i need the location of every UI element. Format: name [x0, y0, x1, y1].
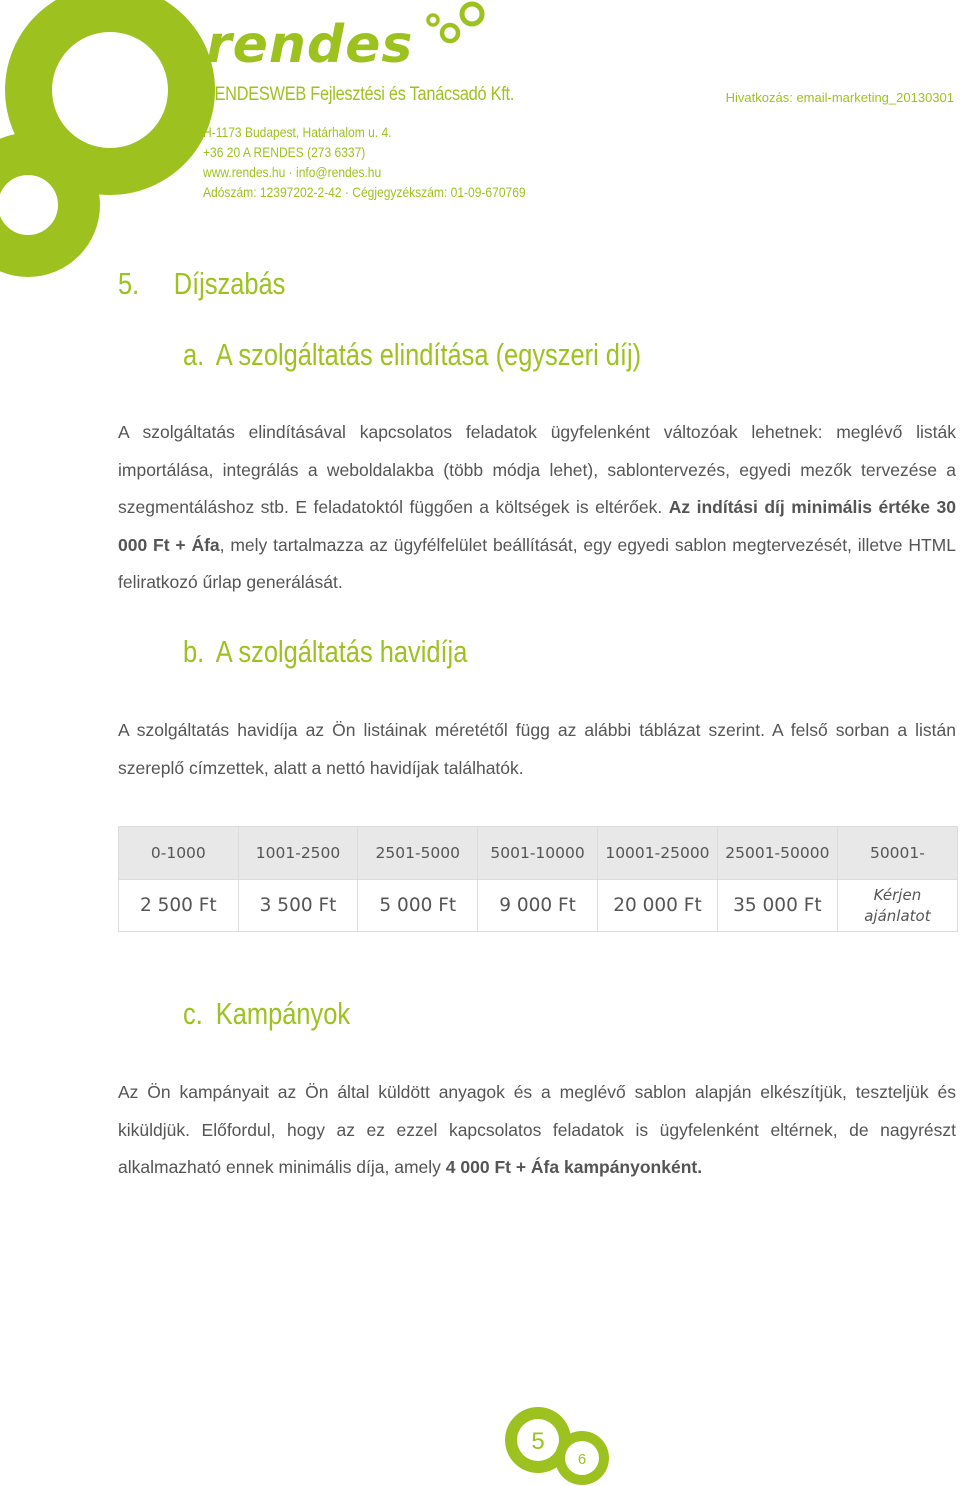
current-page-number: 5: [531, 1428, 545, 1455]
subsection-c-title: Kampányok: [215, 996, 351, 1031]
price-table-value-cell: 20 000 Ft: [597, 880, 717, 932]
subsection-c-letter: c.: [183, 996, 203, 1031]
price-table-value-cell: 35 000 Ft: [717, 880, 837, 932]
subsection-a-letter: a.: [183, 337, 205, 372]
price-table-value-row: [119, 880, 958, 932]
company-name: RENDESWEB Fejlesztési és Tanácsadó Kft.: [203, 84, 515, 105]
subsection-c-paragraph: [118, 1074, 956, 1187]
subsection-b-title: A szolgáltatás havidíja: [215, 634, 468, 669]
contact-address: H-1173 Budapest, Határhalom u. 4.: [203, 124, 392, 140]
price-table-value-cell: 9 000 Ft: [478, 880, 598, 932]
total-page-number: 6: [577, 1451, 587, 1468]
subsection-b-heading: [183, 634, 467, 670]
page-number-badge: [505, 1404, 615, 1486]
subsection-c-text-bold: 4 000 Ft + Áfa kampányonként.: [445, 1157, 703, 1177]
request-quote-line-1: Kérjen: [873, 885, 922, 904]
contact-block: [203, 122, 526, 202]
price-table-header-cell: 0-1000: [119, 827, 239, 880]
price-table-request-quote-cell: [837, 880, 957, 932]
price-table-value-cell: 5 000 Ft: [358, 880, 478, 932]
subsection-a-paragraph: [118, 414, 956, 602]
price-table-value-cell: 3 500 Ft: [238, 880, 358, 932]
price-table-value-cell: 2 500 Ft: [119, 880, 239, 932]
price-table-header-cell: 5001-10000: [478, 827, 598, 880]
section-number: 5.: [118, 266, 140, 301]
price-table-header-cell: 2501-5000: [358, 827, 478, 880]
rendes-logo: [200, 0, 500, 72]
subsection-a-text-2: , mely tartalmazza az ügyfélfelület beállítását, egy egyedi sablon megtervezését, illetve HTML feliratkozó űrlap generálását.: [118, 534, 956, 592]
subsection-a-heading: [183, 337, 641, 373]
subsection-c-heading: [183, 996, 350, 1032]
price-table-header-cell: 10001-25000: [597, 827, 717, 880]
price-table-header-cell: 25001-50000: [717, 827, 837, 880]
price-table-header-cell: 1001-2500: [238, 827, 358, 880]
subsection-b-letter: b.: [183, 634, 205, 669]
contact-web-email: www.rendes.hu · info@rendes.hu: [203, 164, 382, 180]
section-heading: [118, 266, 285, 302]
reference-code: Hivatkozás: email-marketing_20130301: [725, 90, 954, 105]
section-title: Díjszabás: [173, 266, 286, 301]
subsection-b-paragraph: A szolgáltatás havidíja az Ön listáinak méretétől függ az alábbi táblázat szerint. A felső sorban a listán szereplő címzettek, alatt a nettó havidíjak találhatók.: [118, 720, 956, 778]
request-quote-line-2: ajánlatot: [864, 906, 931, 925]
subsection-a-text-1: A szolgáltatás elindításával kapcsolatos feladatok ügyfelenként változóak lehetnek: meglévő listák importálása, integrálás a weboldalakba (több módja lehet), sablontervezés, egyedi mezők tervezése a szegmentáláshoz stb. E feladatoktól függően a költségek is eltérőek.: [118, 422, 956, 517]
subsection-c-text-1: Az Ön kampányait az Ön által küldött anyagok és a meglévő sablon alapján elkészítjük, teszteljük és kiküldjük. Előfordul, hogy az ez ezzel kapcsolatos feladatok is ügyfelenként eltérnek, de nagyrészt alkalmazható ennek minimális díja, amely: [118, 1082, 956, 1177]
subsection-a-text-bold: Az indítási díj minimális értéke 30 000 Ft + Áfa: [118, 497, 956, 555]
subsection-a-title: A szolgáltatás elindítása (egyszeri díj): [215, 337, 642, 372]
price-table-header-cell: 50001-: [837, 827, 957, 880]
price-table: [118, 826, 958, 932]
contact-phone: +36 20 A RENDES (273 6337): [203, 144, 366, 160]
price-table-header-row: [119, 827, 958, 880]
brand-wordmark: rendes: [206, 15, 414, 72]
contact-tax-id: Adószám: 12397202-2-42 · Cégjegyzékszám: 01-09-670769: [203, 184, 526, 200]
